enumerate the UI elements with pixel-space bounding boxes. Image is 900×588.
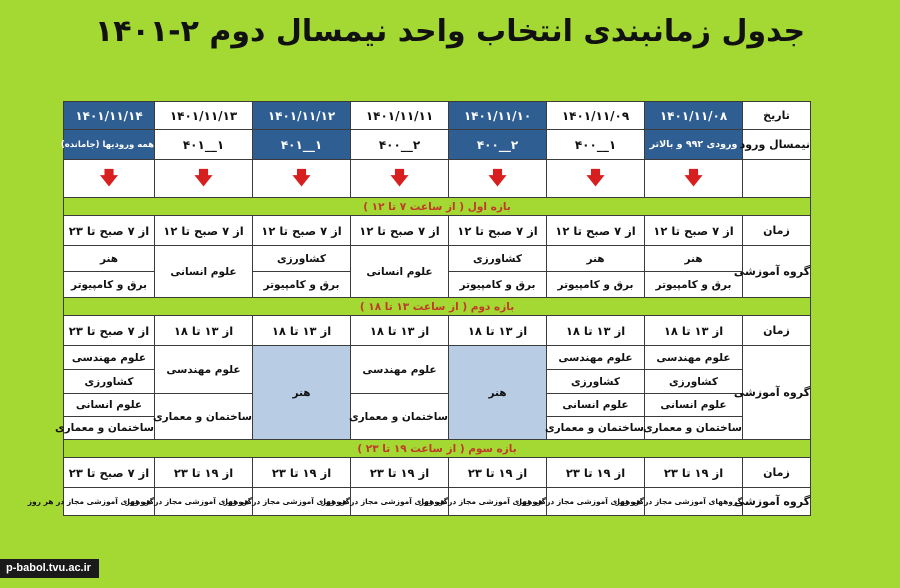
date-cell: ۱۴۰۱/۱۱/۰۸: [645, 102, 743, 130]
down-arrow-icon: 🡇: [488, 168, 507, 189]
group-label: گروه آموزشی: [743, 346, 811, 440]
entry-cell: ورودی ۹۹۲ و بالاتر: [645, 130, 743, 160]
schedule-table: [27, 101, 811, 516]
group-cell: کشاورزی: [64, 370, 155, 394]
date-cell: ۱۴۰۱/۱۱/۱۳: [155, 102, 253, 130]
entry-cell: ۱__۴۰۱: [253, 130, 351, 160]
entry-cell: ۲__۴۰۰: [449, 130, 547, 160]
date-cell: ۱۴۰۱/۱۱/۱۱: [351, 102, 449, 130]
entry-cell: ۱__۴۰۱: [155, 130, 253, 160]
website-footer: p-babol.tvu.ac.ir: [0, 559, 99, 578]
date-row: [64, 102, 811, 130]
page-title: جدول زمانبندی انتخاب واحد نیمسال دوم ۲-۱۴۰۱: [94, 14, 806, 49]
group-cell: علوم انسانی: [155, 246, 253, 298]
group-cell: برق و کامپیوتر: [253, 272, 351, 298]
period-1-header: بازه اول ( از ساعت ۷ تا ۱۲ ): [64, 198, 811, 216]
group-cell: برق و کامپیوتر: [449, 272, 547, 298]
time-label: زمان: [743, 216, 811, 246]
entry-row: [64, 130, 811, 160]
group-cell: هنر: [64, 246, 155, 272]
group-cell: علوم انسانی: [547, 394, 645, 417]
empty-cell: [743, 160, 811, 198]
period-3-group-row: [64, 488, 811, 516]
group-cell: هنر: [645, 246, 743, 272]
date-label: تاریخ: [743, 102, 811, 130]
group-label: گروه آموزشی: [743, 488, 811, 516]
group-cell: ساختمان و معماری: [645, 417, 743, 440]
time-cell: از ۱۹ تا ۲۳: [645, 458, 743, 488]
group-cell: علوم مهندسی: [155, 346, 253, 394]
time-label: زمان: [743, 458, 811, 488]
group-cell: گروههای آموزشی مجاز در هر روز: [155, 488, 253, 516]
time-cell: از ۷ صبح تا ۲۳: [64, 216, 155, 246]
arrow-row: [64, 160, 811, 198]
entry-cell: ۲__۴۰۰: [351, 130, 449, 160]
time-cell: از ۱۳ تا ۱۸: [645, 316, 743, 346]
group-cell: علوم مهندسی: [645, 346, 743, 370]
period-3-time-row: [64, 458, 811, 488]
period-1-time-row: [64, 216, 811, 246]
date-cell: ۱۴۰۱/۱۱/۰۹: [547, 102, 645, 130]
group-cell: کشاورزی: [449, 246, 547, 272]
group-cell: علوم انسانی: [64, 394, 155, 417]
group-label: گروه آموزشی: [743, 246, 811, 298]
time-cell: از ۱۹ تا ۲۳: [449, 458, 547, 488]
period-3-header: بازه سوم ( از ساعت ۱۹ تا ۲۳ ): [64, 440, 811, 458]
group-cell: ساختمان و معماری: [64, 417, 155, 440]
time-cell: از ۷ صبح تا ۱۲: [547, 216, 645, 246]
period-2-header: بازه دوم ( از ساعت ۱۳ تا ۱۸ ): [64, 298, 811, 316]
group-cell: علوم مهندسی: [351, 346, 449, 394]
down-arrow-icon: 🡇: [194, 168, 213, 189]
down-arrow-icon: 🡇: [684, 168, 703, 189]
group-cell: برق و کامپیوتر: [547, 272, 645, 298]
entry-label: نیمسال ورود: [743, 130, 811, 160]
time-cell: از ۷ صبح تا ۱۲: [645, 216, 743, 246]
group-cell: کشاورزی: [253, 246, 351, 272]
time-cell: از ۷ صبح تا ۱۲: [155, 216, 253, 246]
time-cell: از ۱۳ تا ۱۸: [449, 316, 547, 346]
group-cell: گروههای آموزشی مجاز در هر روز: [351, 488, 449, 516]
date-cell: ۱۴۰۱/۱۱/۱۲: [253, 102, 351, 130]
down-arrow-icon: 🡇: [586, 168, 605, 189]
time-cell: از ۱۳ تا ۱۸: [351, 316, 449, 346]
group-cell: هنر: [547, 246, 645, 272]
time-cell: از ۱۹ تا ۲۳: [253, 458, 351, 488]
group-cell: کشاورزی: [547, 370, 645, 394]
group-cell: علوم انسانی: [645, 394, 743, 417]
down-arrow-icon: 🡇: [99, 168, 119, 189]
time-cell: از ۷ صبح تا ۲۳: [64, 458, 155, 488]
time-label: زمان: [743, 316, 811, 346]
group-cell: گروههای آموزشی مجاز در هر روز: [253, 488, 351, 516]
time-cell: از ۷ صبح تا ۱۲: [253, 216, 351, 246]
time-cell: از ۱۳ تا ۱۸: [155, 316, 253, 346]
date-cell: ۱۴۰۱/۱۱/۱۴: [64, 102, 155, 130]
group-cell: برق و کامپیوتر: [64, 272, 155, 298]
group-cell: گروههای آموزشی مجاز در هر روز: [645, 488, 743, 516]
entry-cell: همه ورودیها (جامانده): [64, 130, 155, 160]
time-cell: از ۱۹ تا ۲۳: [351, 458, 449, 488]
group-cell: ساختمان و معماری: [547, 417, 645, 440]
group-cell: هنر: [253, 346, 351, 440]
time-cell: از ۷ صبح تا ۱۲: [351, 216, 449, 246]
group-cell: علوم مهندسی: [64, 346, 155, 370]
group-cell: گروههای آموزشی مجاز در هر روز: [547, 488, 645, 516]
date-cell: ۱۴۰۱/۱۱/۱۰: [449, 102, 547, 130]
group-cell: گروههای آموزشی مجاز در هر روز: [64, 488, 155, 516]
group-cell: هنر: [449, 346, 547, 440]
group-cell: ساختمان و معماری: [351, 394, 449, 440]
time-cell: از ۱۹ تا ۲۳: [155, 458, 253, 488]
group-cell: ساختمان و معماری: [155, 394, 253, 440]
group-cell: علوم انسانی: [351, 246, 449, 298]
down-arrow-icon: 🡇: [292, 168, 311, 189]
time-cell: از ۷ صبح تا ۱۲: [449, 216, 547, 246]
down-arrow-icon: 🡇: [390, 168, 409, 189]
time-cell: از ۱۳ تا ۱۸: [253, 316, 351, 346]
time-cell: از ۱۳ تا ۱۸: [547, 316, 645, 346]
entry-cell: ۱__۴۰۰: [547, 130, 645, 160]
time-cell: از ۱۹ تا ۲۳: [547, 458, 645, 488]
group-cell: گروههای آموزشی مجاز در هر روز: [449, 488, 547, 516]
group-cell: برق و کامپیوتر: [645, 272, 743, 298]
time-cell: از ۷ صبح تا ۲۳: [64, 316, 155, 346]
group-cell: علوم مهندسی: [547, 346, 645, 370]
group-cell: کشاورزی: [645, 370, 743, 394]
period-2-time-row: [64, 316, 811, 346]
